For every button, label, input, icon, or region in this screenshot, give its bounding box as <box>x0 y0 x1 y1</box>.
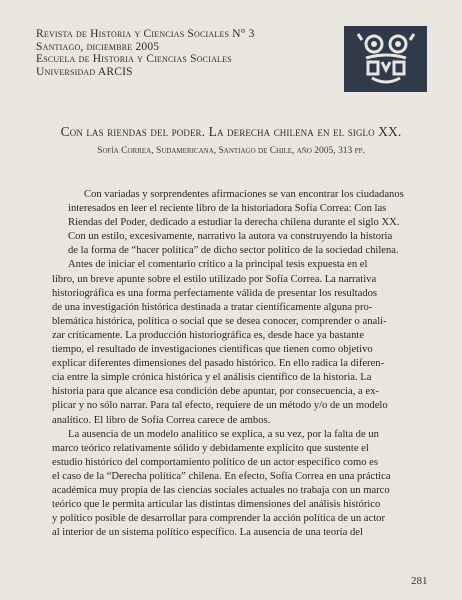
paragraph <box>52 428 422 541</box>
text-line: zar críticamente. La producción historiográfica es, desde hace ya bastante <box>52 329 365 341</box>
text-line: Antes de iniciar el comentario crítico a la principal tesis expuesta en el <box>68 259 368 271</box>
text-line: teórico que le permita articular las distintas dimensiones del análisis histórico <box>52 499 381 511</box>
text-line: y político posible de desarrollar para comprender la acción política de un actor <box>52 513 385 525</box>
page-number: 281 <box>411 575 428 587</box>
text-line: académica muy propia de las ciencias sociales actuales no trabaja con un marco <box>52 484 390 496</box>
text-line: libro, un breve apunte sobre el estilo utilizado por Sofía Correa. La narrativa <box>52 273 377 285</box>
journal-school: Escuela de Historia y Ciencias Sociales <box>36 53 232 65</box>
text-line: cia entre la simple crónica histórica y el análisis científico de la historia. La <box>52 372 372 384</box>
journal-name: Revista de Historia y Ciencias Sociales N° 3 <box>36 28 255 40</box>
text-line: el caso de la “Derecha política” chilena. En efecto, Sofía Correa en una práctica <box>52 470 391 482</box>
paragraph <box>52 188 422 258</box>
journal-university: Universidad ARCIS <box>36 65 133 78</box>
article-title: Con las riendas del poder. La derecha chilena en el siglo XX. <box>60 124 402 139</box>
text-line: marco teórico relativamente sólido y debidamente explícito que sustente el <box>52 442 369 454</box>
text-line: al interior de un sistema político específico. La ausencia de una teoría del <box>52 527 363 539</box>
text-line: historiográfica es una forma perfectamente válida de presentar los resultados <box>52 287 378 299</box>
text-line: historia para que alcance esa condición debe apuntar, por consecuencia, a ex- <box>52 386 379 398</box>
text-line: de la forma de “hacer política” de dicho sector político de la sociedad chilena. <box>68 245 399 257</box>
text-line: Con un estilo, excesivamente, narrativo la autora va construyendo la historia <box>68 231 393 243</box>
text-line: plicar y no sólo narrar. Para tal efecto, requiere de un método y/o de un modelo <box>52 400 388 412</box>
text-line: La ausencia de un modelo analítico se explica, a su vez, por la falta de un <box>68 428 379 440</box>
text-line: Con variadas y sorprendentes afirmaciones se van encontrar los ciudadanos <box>84 189 404 200</box>
text-line: estudio histórico del comportamiento político de un actor específico como es <box>52 456 378 468</box>
text-line: Riendas del Poder, dedicado a estudiar la derecha chilena durante el siglo XX. <box>68 217 400 229</box>
journal-header <box>36 28 336 78</box>
text-line: interesados en leer el reciente libro de la historiadora Sofía Correa: Con las <box>68 203 387 215</box>
text-line: blemática histórica, política o social que se desea conocer, comprender o anali- <box>52 315 387 327</box>
text-line: explicar diferentes dimensiones del pasado histórico. En ello radica la diferen- <box>52 358 385 370</box>
article-citation: Sofía Correa, Sudamericana, Santiago de Chile, año 2005, 313 pp. <box>97 146 365 156</box>
text-line: tiempo, el resultado de investigaciones científicas que tienen como objetivo <box>52 344 373 356</box>
text-line: analítico. El libro de Sofía Correa carece de ambos. <box>52 414 271 426</box>
journal-date: Santiago, diciembre 2005 <box>36 40 160 53</box>
journal-emblem-icon <box>344 26 427 92</box>
text-line: de una investigación histórica destinada a tratar científicamente alguna pro- <box>52 301 373 313</box>
paragraph <box>52 258 422 427</box>
article-body <box>52 188 422 540</box>
